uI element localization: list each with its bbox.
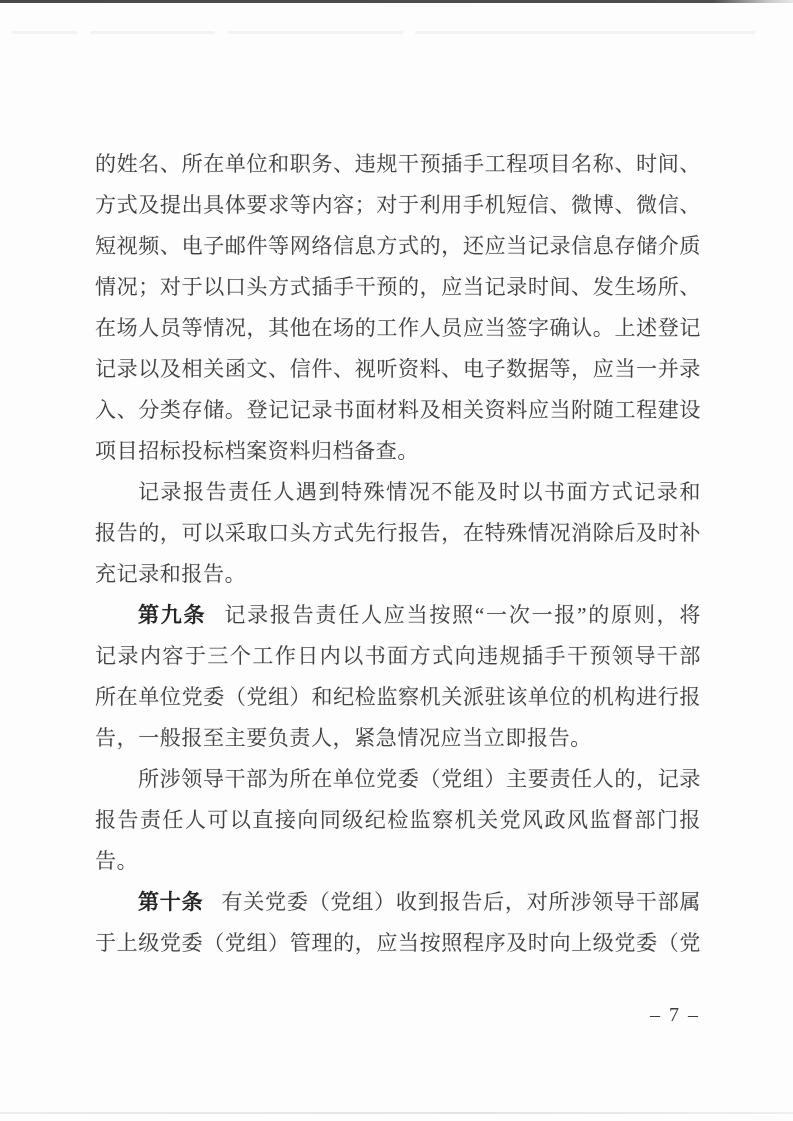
scan-smudge-artifact xyxy=(415,31,755,34)
line-text: 记录内容于三个工作日内以书面方式向违规插手干预领导干部 xyxy=(95,644,701,668)
line-text: 记录以及相关函文、信件、视听资料、电子数据等，应当一并录 xyxy=(95,357,701,381)
scan-smudge-artifact xyxy=(228,31,403,34)
text-line xyxy=(95,759,701,800)
text-line xyxy=(95,841,701,882)
line-text: 方式及提出具体要求等内容；对于利用手机短信、微博、微信、 xyxy=(95,193,701,217)
text-line-article-10 xyxy=(95,882,701,923)
text-line xyxy=(95,554,701,595)
page-number: – 7 – xyxy=(650,1004,700,1026)
text-line xyxy=(95,308,701,349)
text-line xyxy=(95,923,701,964)
line-text: 所在单位党委（党组）和纪检监察机关派驻该单位的机构进行报 xyxy=(95,685,701,709)
line-text: 所涉领导干部为所在单位党委（党组）主要责任人的，记录 xyxy=(138,767,701,791)
line-text: 记录报告责任人遇到特殊情况不能及时以书面方式记录和 xyxy=(138,480,701,504)
text-line xyxy=(95,513,701,554)
text-line xyxy=(95,472,701,513)
line-text: 的姓名、所在单位和职务、违规干预插手工程项目名称、时间、 xyxy=(95,152,701,176)
text-line xyxy=(95,226,701,267)
line-text: 告，一般报至主要负责人，紧急情况应当立即报告。 xyxy=(95,726,592,750)
text-line xyxy=(95,718,701,759)
text-line xyxy=(95,267,701,308)
scan-smudge-artifact xyxy=(12,31,77,34)
article-number-bold: 第十条 xyxy=(138,891,204,914)
line-text: 报告的，可以采取口头方式先行报告，在特殊情况消除后及时补 xyxy=(95,521,701,545)
scan-smudge-artifact xyxy=(90,31,215,34)
line-text: 告。 xyxy=(95,849,139,873)
text-line xyxy=(95,349,701,390)
text-line xyxy=(95,185,701,226)
line-text: 项目招标投标档案资料归档备查。 xyxy=(95,439,419,463)
scan-bottom-edge-artifact xyxy=(0,1112,793,1114)
line-text: 于上级党委（党组）管理的，应当按照程序及时向上级党委（党 xyxy=(95,931,701,955)
text-line xyxy=(95,144,701,185)
text-line xyxy=(95,677,701,718)
text-line-article-9 xyxy=(95,595,701,636)
line-text: 记录报告责任人应当按照“一次一报”的原则，将 xyxy=(224,603,701,627)
text-line xyxy=(95,636,701,677)
article-number-bold: 第九条 xyxy=(138,604,207,627)
line-text: 在场人员等情况，其他在场的工作人员应当签字确认。上述登记 xyxy=(95,316,701,340)
line-text: 有关党委（党组）收到报告后，对所涉领导干部属 xyxy=(221,890,701,914)
line-text: 情况；对于以口头方式插手干预的，应当记录时间、发生场所、 xyxy=(95,275,701,299)
scan-top-edge-artifact xyxy=(0,0,793,3)
line-text: 入、分类存储。登记记录书面材料及相关资料应当附随工程建设 xyxy=(95,398,701,422)
text-line xyxy=(95,800,701,841)
line-text: 报告责任人可以直接向同级纪检监察机关党风政风监督部门报 xyxy=(95,808,701,832)
line-text: 充记录和报告。 xyxy=(95,562,247,586)
text-line xyxy=(95,390,701,431)
line-text: 短视频、电子邮件等网络信息方式的，还应当记录信息存储介质 xyxy=(95,234,701,258)
text-line xyxy=(95,431,701,472)
body-text xyxy=(95,144,701,964)
